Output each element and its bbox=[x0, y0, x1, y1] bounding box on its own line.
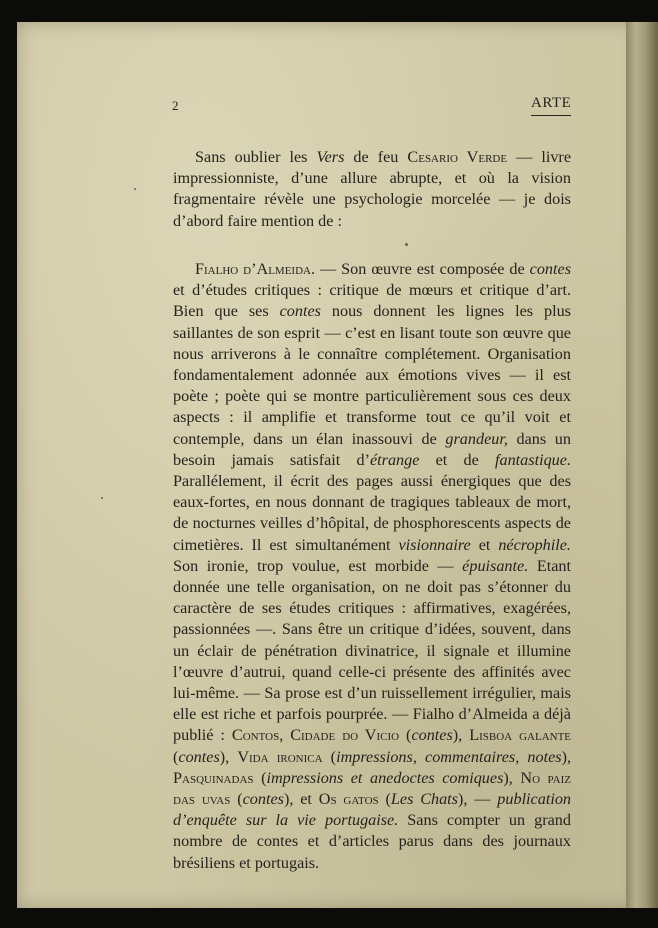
para2-text: Etant donnée une telle organisation, on ne doit pas s’étonner du caractère de ses études critiques : affirmatives, exagérées, passionnées —. Sans être un critique d’idées, souvent, dans un éclair de pénétration divinatrice, il signale et illumine l’œuvre d’autrui, quand celle-ci présente des affinités avec lui-même. — Sa prose est d’un ruissellement irrégulier, mais elle est riche et parfois pourprée. — Fialho d’Almeida a déjà publié : bbox=[173, 556, 571, 745]
para2-work-title: Vida ironica bbox=[237, 747, 323, 766]
para2-text: et bbox=[470, 535, 499, 554]
book-spine bbox=[626, 22, 658, 908]
para2-work-title: Pasquinadas bbox=[173, 768, 254, 787]
para2-text: ), — bbox=[457, 790, 498, 809]
para2-text: ( bbox=[399, 726, 412, 745]
para2-italic: grandeur, bbox=[445, 429, 508, 448]
para1-text: Sans oublier les bbox=[195, 148, 317, 166]
page-number: 2 bbox=[172, 98, 179, 113]
para2-text: ), bbox=[503, 768, 521, 787]
para2-text: et de bbox=[419, 450, 495, 469]
ink-dot bbox=[405, 243, 408, 246]
paragraph-fialho bbox=[173, 259, 571, 874]
para2-italic: étrange bbox=[369, 450, 420, 469]
para2-work-title: No paiz das uvas bbox=[173, 768, 571, 809]
para2-text: Parallélement, il écrit des pages aussi énergiques que des eaux-fortes, en nous donnant de tragiques tableaux de mort, de nocturnes veilles d’hôpital, de phosphorescents aspects de cimetières. Il est simultanément bbox=[173, 472, 571, 554]
para2-text: ( bbox=[230, 790, 243, 809]
para2-italic: contes bbox=[411, 726, 453, 745]
para2-text: ), bbox=[219, 747, 238, 766]
para1-text: — livre impressionniste, d’une allure abrupte, et où la vision fragmentaire révèle une psychologie morcelée — je dois d’abord faire mention de : bbox=[173, 148, 571, 230]
para2-author-name: Fialho d’Almeida bbox=[195, 260, 311, 278]
para1-title-vers: Vers bbox=[316, 148, 345, 166]
para2-text: ( bbox=[322, 747, 337, 766]
para2-italic: contes bbox=[529, 260, 571, 278]
para2-italic: impressions, commentaires, notes bbox=[336, 747, 562, 766]
para2-italic: impressions et anedoctes comiques bbox=[266, 768, 504, 787]
para2-work-title: Os gatos bbox=[318, 790, 379, 809]
para1-author-name: Cesario Verde bbox=[407, 148, 508, 166]
para2-italic: contes bbox=[178, 747, 220, 766]
paper-speck bbox=[134, 188, 136, 190]
para2-italic: fantastique. bbox=[495, 450, 571, 469]
paragraph-intro bbox=[173, 147, 571, 232]
para2-text: . — Son œuvre est composée de bbox=[310, 260, 530, 278]
para2-italic: nécrophile. bbox=[498, 535, 571, 554]
paper-speck bbox=[101, 497, 103, 499]
para2-text: ), bbox=[561, 747, 572, 766]
para2-text: ( bbox=[253, 768, 267, 787]
running-head: ARTE bbox=[531, 95, 571, 116]
para2-text: ( bbox=[173, 747, 179, 766]
para2-text: ( bbox=[378, 790, 391, 809]
para2-work-title: Lisboa galante bbox=[469, 726, 572, 745]
para2-text: et d’études critiques : critique de mœurs et critique d’art. Bien que ses bbox=[173, 281, 571, 321]
para2-italic: épuisante. bbox=[462, 556, 529, 575]
para2-italic: publication d’enquête sur la vie portugaise. bbox=[173, 790, 572, 830]
para2-italic: Les Chats bbox=[390, 790, 458, 809]
para2-text: nous donnent les lignes les plus saillantes de son esprit — c’est en lisant toute son œuvre que nous arriverons à le connaître complétement. Organisation fondamentalement adonnée aux émotions vives — il est poète ; poète qui se montre particulièrement sous ces deux aspects : il amplifie et transforme tout ce qu’il voit et contemple, dans un élan inassouvi de bbox=[173, 302, 571, 448]
para1-text: de feu bbox=[344, 148, 408, 166]
para2-italic: contes bbox=[242, 790, 284, 809]
para2-text: ), et bbox=[283, 790, 319, 809]
para2-text: ), bbox=[452, 726, 470, 745]
para2-text: Son ironie, trop voulue, est morbide — bbox=[173, 556, 463, 575]
para2-italic: visionnaire bbox=[398, 535, 471, 554]
para2-work-title: Contos, Cidade do Vicio bbox=[231, 726, 400, 745]
para2-text: Sans compter un grand nombre de contes et d’articles parus dans des journaux brésiliens et portugais. bbox=[173, 811, 571, 872]
para2-text: dans un besoin jamais satisfait d’ bbox=[173, 429, 571, 469]
para2-italic: contes bbox=[279, 302, 321, 321]
